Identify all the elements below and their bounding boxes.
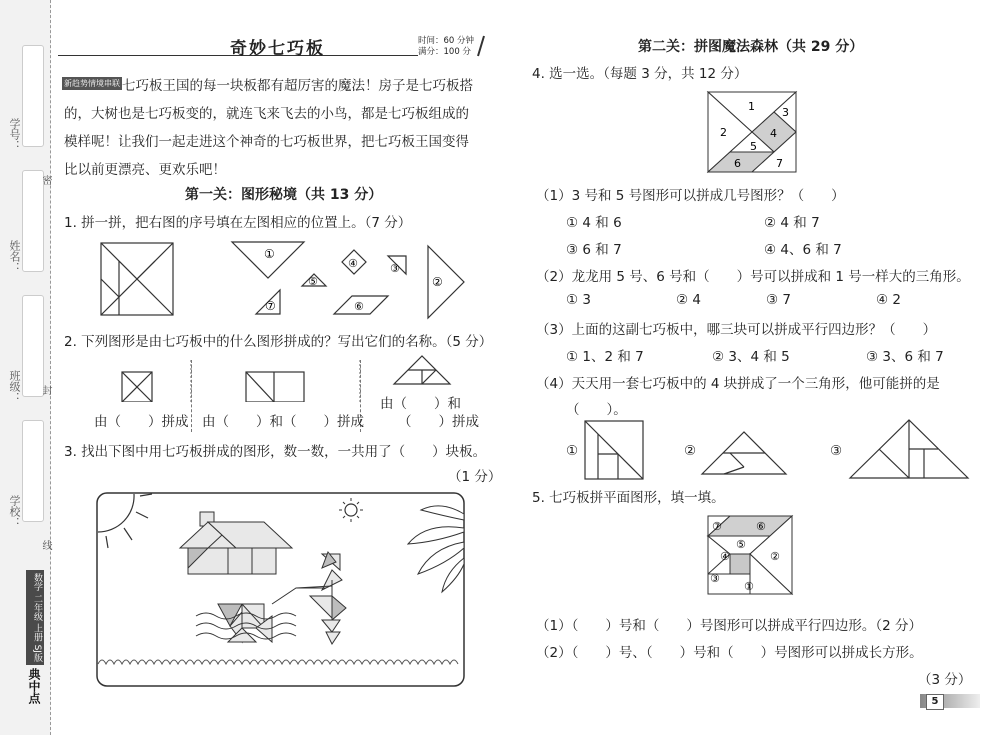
q4-text: 4. 选一选。（每题 3 分，共 12 分） (532, 66, 748, 82)
page-title: 奇妙七巧板 (230, 39, 325, 59)
q5-2-text: （2）（ ）号、（ ）号和（ ）号图形可以拼成长方形。 (536, 645, 923, 661)
name-box[interactable] (22, 170, 44, 272)
q4-2-opt-4[interactable]: ④ 2 (876, 292, 901, 308)
name-label: 姓名： (8, 240, 21, 273)
full-score: 满分：100 分 (418, 47, 471, 57)
school-label: 学校： (8, 495, 21, 528)
q5-label-3: ③ (710, 572, 720, 585)
q5-1-text: （1）（ ）号和（ ）号图形可以拼成平行四边形。（2 分） (536, 618, 922, 634)
class-box[interactable] (22, 295, 44, 397)
q4-label-5: 5 (750, 140, 757, 153)
q5-label-7: ⑦ (712, 520, 722, 533)
time-limit: 时间：60 分钟 (418, 36, 475, 46)
q2-text: 2. 下列图形是由七巧板中的什么图形拼成的？写出它们的名称。（5 分） (64, 334, 493, 350)
q4-2-opt-2[interactable]: ② 4 (676, 292, 701, 308)
time-score-box (418, 36, 480, 58)
piece-5-label: ⑤ (308, 275, 318, 288)
cut-mark-seal2: 封 (40, 385, 51, 395)
intro-line-3: 模样呢！让我们一起走进这个神奇的七巧板世界，把七巧板王国变得 (64, 134, 469, 150)
q4-1-text: （1）3 号和 5 号图形可以拼成几号图形？（ ） (536, 188, 845, 204)
student-id-label: 学号： (8, 118, 21, 151)
q4-label-4: 4 (770, 127, 777, 140)
page-number: 5 (926, 694, 944, 710)
q4-3-opt-2[interactable]: ② 3、4 和 5 (712, 349, 790, 365)
q5-score: （3 分） (918, 672, 972, 688)
piece-1-label: ① (264, 247, 275, 261)
part1-title: 第一关：图形秘境（共 13 分） (185, 187, 383, 203)
brand-logo: 典中点 (27, 668, 41, 704)
q5-text: 5. 七巧板拼平面图形，填一填。 (532, 490, 725, 506)
q2-answer-c1[interactable]: 由（ ）和 (380, 396, 461, 412)
piece-7-label: ⑦ (265, 299, 276, 313)
q3-score: （1 分） (448, 469, 502, 485)
q3-text: 3. 找出下图中用七巧板拼成的图形，数一数，一共用了（ ）块板。 (64, 444, 487, 460)
q4-label-3: 3 (782, 106, 789, 119)
binding-strip (0, 0, 51, 735)
q4-3-text: （3）上面的这副七巧板中，哪三块可以拼成平行四边形？（ ） (536, 322, 937, 338)
class-label: 班级： (8, 370, 21, 403)
q4-4-text: （4）天天用一套七巧板中的 4 块拼成了一个三角形，他可能拼的是 (536, 376, 940, 392)
q4-label-6: 6 (734, 157, 741, 170)
piece-4-label: ④ (348, 257, 358, 270)
q2-answer-b[interactable]: 由（ ）和（ ）拼成 (202, 414, 364, 430)
q4-3-opt-1[interactable]: ① 1、2 和 7 (566, 349, 644, 365)
q4-3-opt-3[interactable]: ③ 3、6 和 7 (866, 349, 944, 365)
q4-1-opt-1[interactable]: ① 4 和 6 (566, 215, 622, 231)
q4-4-fig-3 (848, 418, 970, 480)
trend-tag: 新趋势情境串联 (64, 79, 120, 88)
q5-label-4: ④ (720, 550, 730, 563)
q5-label-5: ⑤ (736, 538, 746, 551)
q4-1-opt-4[interactable]: ④ 4、6 和 7 (764, 242, 842, 258)
cut-mark-line: 线 (40, 540, 51, 550)
q4-label-7: 7 (776, 157, 783, 170)
cut-mark-seal: 密 (40, 175, 51, 185)
q4-4-fig-2 (700, 430, 788, 476)
q4-label-2: 2 (720, 126, 727, 139)
q4-4-opt-1[interactable]: ① (566, 443, 579, 459)
title-deco-icon (474, 34, 488, 58)
q4-4-answer[interactable]: （ ）。 (566, 402, 627, 418)
q5-label-6: ⑥ (756, 520, 766, 533)
q5-label-2: ② (770, 550, 780, 563)
school-box[interactable] (22, 420, 44, 522)
piece-2-label: ② (432, 275, 443, 289)
q4-4-fig-1 (584, 420, 646, 482)
book-label: 数学 二年级 上册 SJ版 (26, 570, 44, 665)
q4-1-opt-3[interactable]: ③ 6 和 7 (566, 242, 622, 258)
q3-scene (96, 492, 466, 688)
q2-divider-1 (191, 360, 192, 432)
q4-1-opt-2[interactable]: ② 4 和 7 (764, 215, 820, 231)
q4-4-opt-2[interactable]: ② (684, 443, 697, 459)
intro-line-2: 的，大树也是七巧板变的，就连飞来飞去的小鸟，都是七巧板组成的 (64, 106, 469, 122)
q1-figures (98, 238, 478, 320)
q1-text: 1. 拼一拼，把右图的序号填在左图相应的位置上。（7 分） (64, 215, 412, 231)
q4-2-text: （2）龙龙用 5 号、6 号和（ ）号可以拼成和 1 号一样大的三角形。 (536, 269, 970, 285)
q1-tangram-square[interactable] (101, 243, 173, 315)
q2-answer-a[interactable]: 由（ ）拼成 (94, 414, 189, 430)
piece-6-label: ⑥ (354, 300, 364, 313)
q5-label-1: ① (744, 580, 754, 593)
q4-tangram (706, 90, 802, 174)
part2-title: 第二关：拼图魔法森林（共 29 分） (638, 39, 864, 55)
intro-line-4: 比以前更漂亮、更欢乐吧！ (64, 162, 226, 178)
q2-answer-c2[interactable]: （ ）拼成 (398, 414, 479, 430)
q4-2-opt-3[interactable]: ③ 7 (766, 292, 791, 308)
student-id-box[interactable] (22, 45, 44, 147)
q4-label-1: 1 (748, 100, 755, 113)
intro-line-1: 七巧板王国的每一块板都有超厉害的魔法！房子是七巧板搭 (122, 78, 473, 94)
piece-3-label: ③ (390, 262, 400, 275)
q4-4-opt-3[interactable]: ③ (830, 443, 843, 459)
q5-tangram (706, 514, 794, 596)
q4-2-opt-1[interactable]: ① 3 (566, 292, 591, 308)
